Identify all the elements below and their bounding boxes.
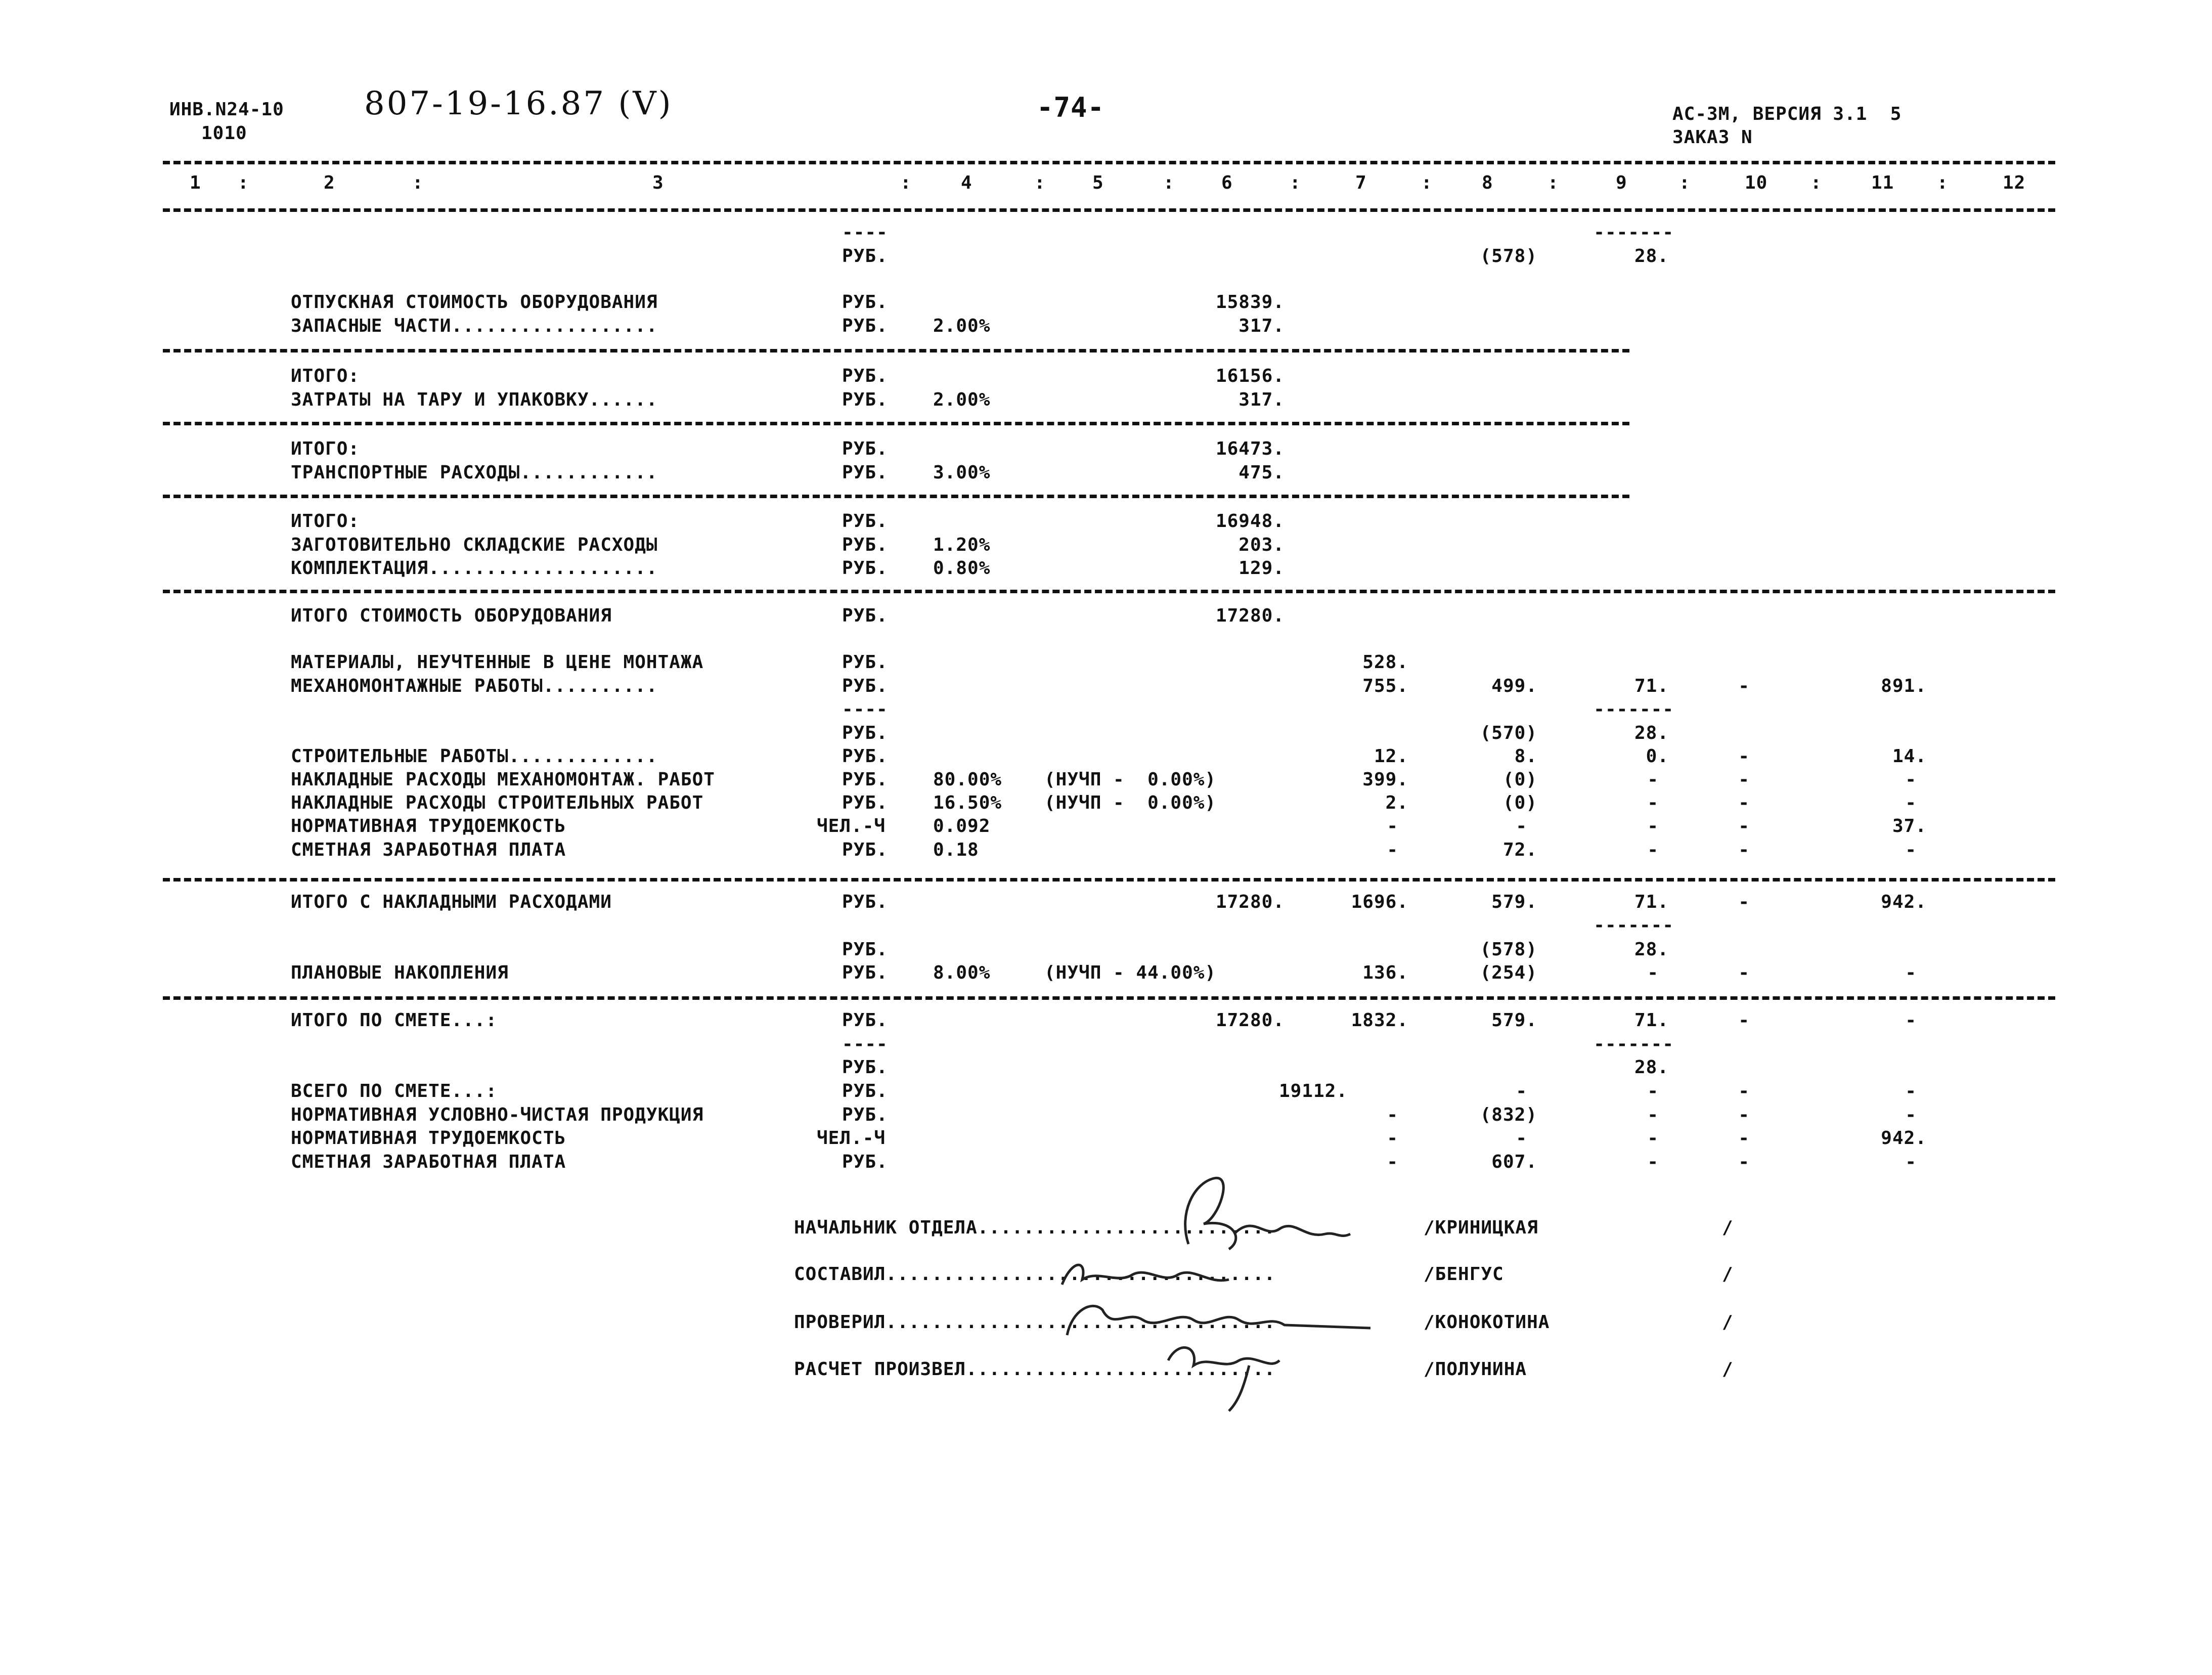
row-unit: РУБ. bbox=[842, 605, 888, 626]
column-separator: : bbox=[1290, 172, 1301, 193]
cell-c9: 71. bbox=[1634, 892, 1669, 912]
cell-c10: - bbox=[1738, 769, 1750, 790]
column-number: 9 bbox=[1616, 172, 1627, 193]
handwritten-document-code: 807-19-16.87 (V) bbox=[364, 85, 673, 122]
order-number: ЗАКАЗ N bbox=[1672, 127, 1753, 148]
cell-c7: - bbox=[1387, 816, 1398, 836]
cell-c6: 17280. bbox=[1215, 605, 1285, 626]
row-label: НОРМАТИВНАЯ УСЛОВНО-ЧИСТАЯ ПРОДУКЦИЯ bbox=[291, 1105, 704, 1125]
cell-c11: 14. bbox=[1892, 746, 1927, 767]
column-number: 5 bbox=[1092, 172, 1104, 193]
row-label: ОТПУСКНАЯ СТОИМОСТЬ ОБОРУДОВАНИЯ bbox=[291, 292, 658, 313]
column-number: 7 bbox=[1355, 172, 1367, 193]
cell-c7: - bbox=[1387, 1105, 1398, 1125]
row-label: КОМПЛЕКТАЦИЯ.................... bbox=[291, 558, 658, 579]
cell-c6: 19112. bbox=[1278, 1081, 1348, 1101]
row-label: СТРОИТЕЛЬНЫЕ РАБОТЫ............. bbox=[291, 746, 658, 767]
row-label: ВСЕГО ПО СМЕТЕ...: bbox=[291, 1081, 498, 1101]
column-separator: : bbox=[1163, 172, 1175, 193]
row-label: ПЛАНОВЫЕ НАКОПЛЕНИЯ bbox=[291, 962, 509, 983]
cell-c9: 0. bbox=[1646, 746, 1669, 767]
cell-c7: 12. bbox=[1374, 746, 1408, 767]
rate-percent: 0.80% bbox=[933, 558, 991, 579]
column-separator: : bbox=[238, 172, 249, 193]
row-unit: ---- bbox=[842, 699, 888, 720]
row-unit: РУБ. bbox=[842, 366, 888, 386]
rate-percent: 2.00% bbox=[933, 316, 991, 336]
column-separator: : bbox=[900, 172, 912, 193]
cell-c10: - bbox=[1738, 792, 1750, 813]
signature-polunina bbox=[1158, 1330, 1290, 1416]
row-unit: РУБ. bbox=[842, 535, 888, 555]
cell-c8: (832) bbox=[1480, 1105, 1537, 1125]
cell-c8: 499. bbox=[1491, 676, 1537, 696]
row-label: ИТОГО: bbox=[291, 366, 360, 386]
rate-percent: 8.00% bbox=[933, 962, 991, 983]
nuchp-note: (НУЧП - 0.00%) bbox=[1044, 792, 1217, 813]
row-label: СМЕТНАЯ ЗАРАБОТНАЯ ПЛАТА bbox=[291, 1152, 566, 1172]
cell-c9: - bbox=[1647, 816, 1659, 836]
cell-c6: 16156. bbox=[1215, 366, 1285, 386]
row-unit: РУБ. bbox=[842, 438, 888, 459]
cell-c6: 16948. bbox=[1215, 511, 1285, 532]
cell-c7: - bbox=[1387, 840, 1398, 860]
row-label: МЕХАНОМОНТАЖНЫЕ РАБОТЫ.......... bbox=[291, 676, 658, 696]
signature-krinitskaya bbox=[1158, 1163, 1360, 1259]
row-label: ИТОГО: bbox=[291, 511, 360, 532]
inventory-number-line2: 1010 bbox=[201, 123, 247, 144]
cell-c9: 28. bbox=[1634, 723, 1669, 743]
cell-c10: - bbox=[1738, 1152, 1750, 1172]
cell-c6: 129. bbox=[1238, 558, 1285, 579]
cell-c9: ------- bbox=[1594, 699, 1674, 720]
row-unit: РУБ. bbox=[842, 939, 888, 960]
signature-label: НАЧАЛЬНИК ОТДЕЛА.......................... bbox=[794, 1217, 1276, 1238]
row-label: ИТОГО СТОИМОСТЬ ОБОРУДОВАНИЯ bbox=[291, 605, 612, 626]
cell-c10: - bbox=[1738, 962, 1750, 983]
cell-c6: 16473. bbox=[1215, 438, 1285, 459]
cell-c10: - bbox=[1738, 840, 1750, 860]
row-unit: РУБ. bbox=[842, 1105, 888, 1125]
signature-label: ПРОВЕРИЛ.................................. bbox=[794, 1312, 1276, 1333]
row-unit: РУБ. bbox=[842, 723, 888, 743]
separator-rule bbox=[163, 422, 1629, 425]
signature-name: /БЕНГУС bbox=[1424, 1264, 1504, 1285]
column-separator: : bbox=[1034, 172, 1046, 193]
signature-name: /КОНОКОТИНА bbox=[1424, 1312, 1550, 1333]
cell-c9: - bbox=[1647, 792, 1659, 813]
cell-c9: ------- bbox=[1594, 915, 1674, 936]
cell-c11: - bbox=[1905, 1081, 1917, 1101]
row-unit: РУБ. bbox=[842, 1081, 888, 1101]
cell-c7: 136. bbox=[1362, 962, 1408, 983]
row-label: НАКЛАДНЫЕ РАСХОДЫ МЕХАНОМОНТАЖ. РАБОТ bbox=[291, 769, 715, 790]
cell-c8: (570) bbox=[1480, 723, 1537, 743]
cell-c7: 1832. bbox=[1351, 1010, 1408, 1031]
cell-c11: 37. bbox=[1892, 816, 1927, 836]
row-label: ЗАГОТОВИТЕЛЬНО СКЛАДСКИЕ РАСХОДЫ bbox=[291, 535, 658, 555]
cell-c9: 28. bbox=[1634, 939, 1669, 960]
cell-c6: 203. bbox=[1238, 535, 1285, 555]
column-number: 3 bbox=[652, 172, 664, 193]
rate-percent: 2.00% bbox=[933, 389, 991, 410]
cell-c6: 475. bbox=[1238, 462, 1285, 483]
header-top-rule bbox=[163, 161, 2055, 164]
row-label: ИТОГО С НАКЛАДНЫМИ РАСХОДАМИ bbox=[291, 892, 612, 912]
row-label: НОРМАТИВНАЯ ТРУДОЕМКОСТЬ bbox=[291, 1128, 566, 1149]
cell-c10: - bbox=[1738, 746, 1750, 767]
cell-c11: - bbox=[1905, 840, 1917, 860]
rate-percent: 0.092 bbox=[933, 816, 991, 836]
row-unit: РУБ. bbox=[842, 769, 888, 790]
cell-c9: - bbox=[1647, 1128, 1659, 1149]
column-number: 4 bbox=[961, 172, 972, 193]
cell-c9: - bbox=[1647, 1081, 1659, 1101]
cell-c8: 579. bbox=[1491, 892, 1537, 912]
signature-slash: / bbox=[1722, 1359, 1734, 1380]
page-number: -74- bbox=[1037, 92, 1105, 123]
cell-c9: - bbox=[1647, 840, 1659, 860]
cell-c9: - bbox=[1647, 769, 1659, 790]
row-label: ТРАНСПОРТНЫЕ РАСХОДЫ............ bbox=[291, 462, 658, 483]
column-number: 8 bbox=[1482, 172, 1493, 193]
column-separator: : bbox=[1547, 172, 1559, 193]
row-unit: РУБ. bbox=[842, 316, 888, 336]
column-separator: : bbox=[1679, 172, 1691, 193]
cell-c7: - bbox=[1387, 1152, 1398, 1172]
cell-c9: ------- bbox=[1594, 1034, 1674, 1054]
row-unit: РУБ. bbox=[842, 652, 888, 673]
separator-rule bbox=[163, 590, 2055, 593]
row-unit: РУБ. bbox=[842, 962, 888, 983]
cell-c8: (0) bbox=[1502, 792, 1537, 813]
cell-c10: - bbox=[1738, 1081, 1750, 1101]
row-label: СМЕТНАЯ ЗАРАБОТНАЯ ПЛАТА bbox=[291, 840, 566, 860]
column-separator: : bbox=[412, 172, 424, 193]
cell-c9: 71. bbox=[1634, 1010, 1669, 1031]
cell-c11: - bbox=[1905, 1010, 1917, 1031]
cell-c6: 17280. bbox=[1215, 1010, 1285, 1031]
cell-c9: - bbox=[1647, 1152, 1659, 1172]
cell-c9: 28. bbox=[1634, 246, 1669, 267]
cell-c8: 72. bbox=[1502, 840, 1537, 860]
cell-c11: - bbox=[1905, 792, 1917, 813]
row-unit: РУБ. bbox=[842, 746, 888, 767]
inventory-number: ИНВ.N24-10 bbox=[169, 99, 284, 120]
cell-c8: (254) bbox=[1480, 962, 1537, 983]
separator-rule bbox=[163, 495, 1629, 498]
cell-c11: 942. bbox=[1881, 892, 1927, 912]
nuchp-note: (НУЧП - 0.00%) bbox=[1044, 769, 1217, 790]
rate-percent: 80.00% bbox=[933, 769, 1002, 790]
row-unit: РУБ. bbox=[842, 676, 888, 696]
cell-c9: - bbox=[1647, 1105, 1659, 1125]
cell-c7: - bbox=[1387, 1128, 1398, 1149]
cell-c9: 28. bbox=[1634, 1057, 1669, 1078]
row-label: МАТЕРИАЛЫ, НЕУЧТЕННЫЕ В ЦЕНЕ МОНТАЖА bbox=[291, 652, 704, 673]
cell-c7: 2. bbox=[1385, 792, 1408, 813]
column-separator: : bbox=[1810, 172, 1822, 193]
row-unit: ---- bbox=[842, 1034, 888, 1054]
column-number: 2 bbox=[324, 172, 335, 193]
cell-c8: (578) bbox=[1480, 939, 1537, 960]
column-number: 1 bbox=[190, 172, 201, 193]
cell-c10: - bbox=[1738, 892, 1750, 912]
column-number: 11 bbox=[1871, 172, 1894, 193]
row-unit: РУБ. bbox=[842, 389, 888, 410]
cell-c6: 15839. bbox=[1215, 292, 1285, 313]
cell-c6: 317. bbox=[1238, 316, 1285, 336]
signature-name: /КРИНИЦКАЯ bbox=[1424, 1217, 1538, 1238]
cell-c11: 942. bbox=[1881, 1128, 1927, 1149]
row-label: ИТОГО: bbox=[291, 438, 360, 459]
row-unit: ---- bbox=[842, 222, 888, 243]
cell-c10: - bbox=[1738, 676, 1750, 696]
cell-c9: - bbox=[1647, 962, 1659, 983]
software-version: АС-3М, ВЕРСИЯ 3.1 5 bbox=[1672, 104, 1902, 124]
cell-c11: - bbox=[1905, 769, 1917, 790]
cell-c11: - bbox=[1905, 962, 1917, 983]
cell-c10: - bbox=[1738, 816, 1750, 836]
cell-c7: 399. bbox=[1362, 769, 1408, 790]
separator-rule bbox=[163, 878, 2055, 881]
row-unit: РУБ. bbox=[842, 462, 888, 483]
signature-name: /ПОЛУНИНА bbox=[1424, 1359, 1527, 1380]
cell-c6: 17280. bbox=[1215, 892, 1285, 912]
nuchp-note: (НУЧП - 44.00%) bbox=[1044, 962, 1217, 983]
row-unit: РУБ. bbox=[842, 292, 888, 313]
cell-c7: 755. bbox=[1362, 676, 1408, 696]
rate-percent: 3.00% bbox=[933, 462, 991, 483]
separator-rule bbox=[163, 349, 1629, 352]
cell-c8: 8. bbox=[1514, 746, 1537, 767]
row-label: НОРМАТИВНАЯ ТРУДОЕМКОСТЬ bbox=[291, 816, 566, 836]
row-unit: РУБ. bbox=[842, 246, 888, 267]
row-label: ИТОГО ПО СМЕТЕ...: bbox=[291, 1010, 498, 1031]
signature-label: СОСТАВИЛ.................................. bbox=[794, 1264, 1276, 1285]
cell-c8: - bbox=[1516, 1081, 1527, 1101]
row-unit: РУБ. bbox=[842, 558, 888, 579]
header-bottom-rule bbox=[163, 208, 2055, 212]
row-unit: ЧЕЛ.-Ч bbox=[817, 1128, 886, 1149]
cell-c9: 71. bbox=[1634, 676, 1669, 696]
cell-c8: 579. bbox=[1491, 1010, 1537, 1031]
cell-c10: - bbox=[1738, 1105, 1750, 1125]
cell-c7: 528. bbox=[1362, 652, 1408, 673]
row-label: НАКЛАДНЫЕ РАСХОДЫ СТРОИТЕЛЬНЫХ РАБОТ bbox=[291, 792, 704, 813]
signature-label: РАСЧЕТ ПРОИЗВЕЛ........................... bbox=[794, 1359, 1276, 1380]
cell-c10: - bbox=[1738, 1010, 1750, 1031]
row-unit: РУБ. bbox=[842, 1057, 888, 1078]
cell-c8: (0) bbox=[1502, 769, 1537, 790]
signature-slash: / bbox=[1722, 1312, 1734, 1333]
row-unit: ЧЕЛ.-Ч bbox=[817, 816, 886, 836]
row-unit: РУБ. bbox=[842, 792, 888, 813]
cell-c7: 1696. bbox=[1351, 892, 1408, 912]
cell-c6: 317. bbox=[1238, 389, 1285, 410]
column-number: 12 bbox=[2003, 172, 2026, 193]
column-separator: : bbox=[1937, 172, 1949, 193]
row-unit: РУБ. bbox=[842, 1010, 888, 1031]
rate-percent: 16.50% bbox=[933, 792, 1002, 813]
cell-c10: - bbox=[1738, 1128, 1750, 1149]
cell-c11: 891. bbox=[1881, 676, 1927, 696]
cell-c9: ------- bbox=[1594, 222, 1674, 243]
row-label: ЗАТРАТЫ НА ТАРУ И УПАКОВКУ...... bbox=[291, 389, 658, 410]
column-number: 6 bbox=[1221, 172, 1233, 193]
separator-rule bbox=[163, 996, 2055, 1000]
column-separator: : bbox=[1421, 172, 1433, 193]
rate-percent: 0.18 bbox=[933, 840, 979, 860]
row-unit: РУБ. bbox=[842, 1152, 888, 1172]
cell-c8: (578) bbox=[1480, 246, 1537, 267]
cell-c8: - bbox=[1516, 816, 1527, 836]
cell-c11: - bbox=[1905, 1105, 1917, 1125]
signature-slash: / bbox=[1722, 1217, 1734, 1238]
row-unit: РУБ. bbox=[842, 511, 888, 532]
row-unit: РУБ. bbox=[842, 840, 888, 860]
column-number: 10 bbox=[1745, 172, 1768, 193]
cell-c8: 607. bbox=[1491, 1152, 1537, 1172]
signature-slash: / bbox=[1722, 1264, 1734, 1285]
rate-percent: 1.20% bbox=[933, 535, 991, 555]
cell-c8: - bbox=[1516, 1128, 1527, 1149]
row-label: ЗАПАСНЫЕ ЧАСТИ.................. bbox=[291, 316, 658, 336]
row-unit: РУБ. bbox=[842, 892, 888, 912]
cell-c11: - bbox=[1905, 1152, 1917, 1172]
